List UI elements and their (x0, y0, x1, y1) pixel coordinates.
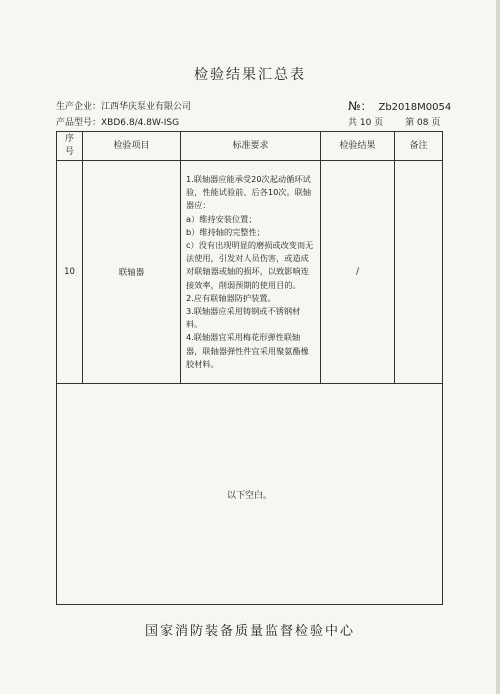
requirement-line: 1.联轴器应能承受20次起动循环试验，性能试验前、后各10次。联轴器应： (186, 173, 312, 211)
cell-requirement (181, 161, 321, 384)
requirement-line: 2.应有联轴器防护装置。 (186, 292, 276, 303)
document-title: 检验结果汇总表 (194, 67, 306, 83)
header-requirement: 标准要求 (181, 132, 321, 161)
cell-remark (395, 161, 443, 384)
requirement-line: 4.联轴器宜采用梅花形弹性联轴器，联轴器弹性件宜采用聚氨酯橡胶材料。 (186, 332, 309, 369)
current-page: 第 08 页 (405, 118, 441, 128)
manufacturer-name: 江西华庆泵业有限公司 (101, 102, 192, 112)
manufacturer-label: 生产企业： (56, 102, 102, 112)
model-label: 产品型号： (56, 118, 102, 128)
cell-seq: 10 (57, 161, 83, 384)
results-table (56, 131, 443, 605)
page-info (348, 115, 440, 128)
report-number-line (348, 97, 451, 114)
page-edge (496, 0, 500, 694)
header-item: 检验项目 (83, 132, 181, 161)
requirement-line: b）维持轴的完整性； (186, 226, 265, 237)
table-header-row (57, 132, 443, 161)
header-result: 检验结果 (321, 132, 395, 161)
number-sign: №： (348, 99, 373, 113)
requirement-line: 3.联轴器应采用铸钢或不锈钢材料。 (186, 306, 301, 330)
table-row (57, 161, 443, 384)
model-line (56, 115, 179, 128)
requirement-line: a）维持安装位置； (186, 213, 257, 224)
issuer-name: 国家消防装备质量监督检验中心 (144, 624, 355, 639)
blank-area-row (57, 384, 443, 605)
header-remark: 备注 (395, 132, 443, 161)
model-value: XBD6.8/4.8W-ISG (101, 118, 180, 128)
manufacturer-line (56, 99, 191, 112)
header-seq: 序号 (57, 132, 83, 161)
total-pages: 共 10 页 (348, 118, 384, 128)
cell-item: 联轴器 (83, 161, 181, 384)
cell-result: / (321, 161, 395, 384)
requirement-line: c）没有出现明显的磨损或改变而无法使用，引发对人员伤害，或造成对联轴器或轴的损坏，以致影响连接效率，削弱预期的使用目的。 (186, 239, 314, 290)
report-number: Zb2018M0054 (378, 102, 452, 113)
blank-note: 以下空白。 (57, 384, 443, 605)
